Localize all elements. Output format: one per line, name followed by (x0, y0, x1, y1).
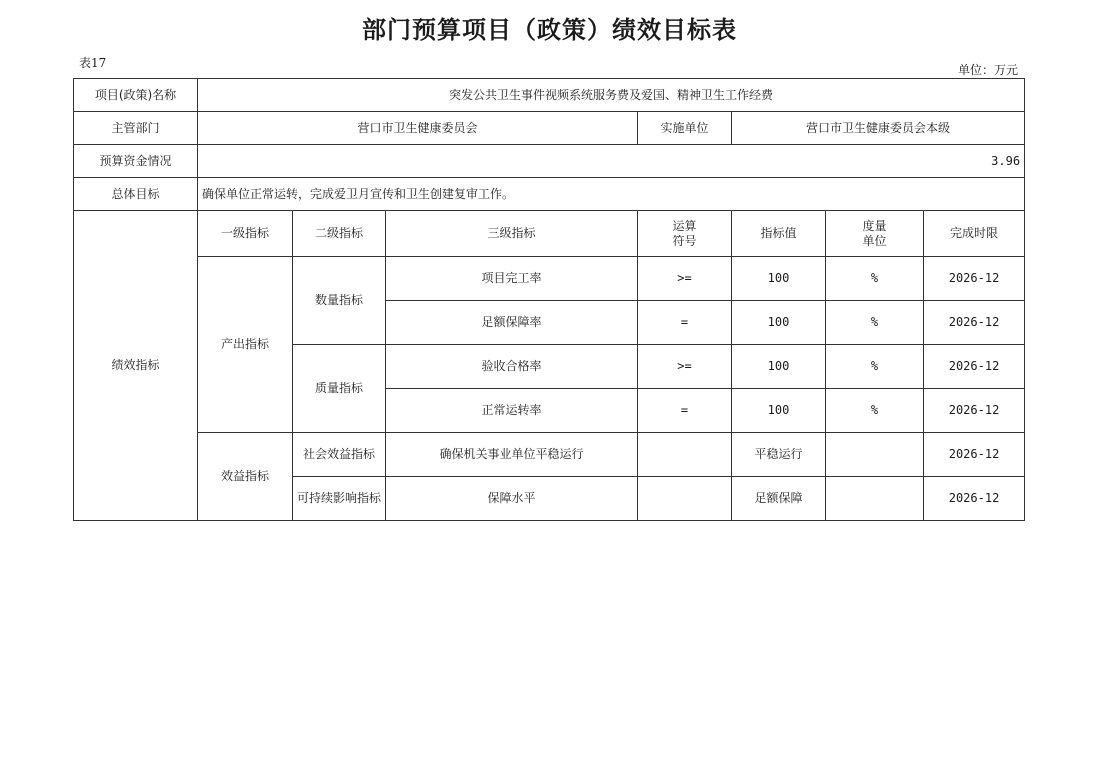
indicator-name: 足额保障率 (386, 301, 638, 345)
level2-indicator: 可持续影响指标 (293, 477, 386, 521)
indicator-deadline: 2026-12 (924, 477, 1025, 521)
indicator-name: 保障水平 (386, 477, 638, 521)
quantity-indicator-label: 数量指标 (293, 257, 386, 345)
indicator-value: 100 (732, 257, 826, 301)
indicator-name: 项目完工率 (386, 257, 638, 301)
indicator-unit (826, 477, 924, 521)
department-value: 营口市卫生健康委员会 (198, 112, 638, 145)
performance-target-table (73, 78, 1025, 521)
header-operator-line1: 运算 (672, 218, 697, 233)
department-label: 主管部门 (74, 112, 198, 145)
indicator-deadline: 2026-12 (924, 301, 1025, 345)
indicator-unit: % (826, 257, 924, 301)
budget-value: 3.96 (198, 145, 1025, 178)
indicator-deadline: 2026-12 (924, 433, 1025, 477)
indicator-operator: >= (638, 345, 732, 389)
overall-goal-label: 总体目标 (74, 178, 198, 211)
header-value: 指标值 (732, 211, 826, 257)
header-operator (638, 211, 732, 257)
header-unit-line1: 度量 (862, 218, 887, 233)
indicator-name: 验收合格率 (386, 345, 638, 389)
indicator-operator: = (638, 389, 732, 433)
indicator-deadline: 2026-12 (924, 389, 1025, 433)
header-operator-line2: 符号 (672, 233, 697, 248)
indicator-operator: = (638, 301, 732, 345)
indicator-unit: % (826, 389, 924, 433)
indicator-value: 足额保障 (732, 477, 826, 521)
indicator-unit: % (826, 345, 924, 389)
performance-indicator-label: 绩效指标 (74, 211, 198, 521)
indicator-operator (638, 433, 732, 477)
department-row (74, 112, 1025, 145)
header-level3: 三级指标 (386, 211, 638, 257)
indicator-value: 100 (732, 345, 826, 389)
unit-value: 万元 (994, 63, 1019, 77)
project-name-label: 项目(政策)名称 (74, 79, 198, 112)
indicator-deadline: 2026-12 (924, 345, 1025, 389)
indicator-deadline: 2026-12 (924, 257, 1025, 301)
page-title: 部门预算项目（政策）绩效目标表 (362, 16, 737, 44)
table-row (74, 257, 1025, 301)
indicator-unit (826, 433, 924, 477)
header-deadline: 完成时限 (924, 211, 1025, 257)
project-name-value: 突发公共卫生事件视频系统服务费及爱国、精神卫生工作经费 (198, 79, 1025, 112)
header-unit-line2: 单位 (862, 233, 887, 248)
overall-goal-value: 确保单位正常运转，完成爱卫月宣传和卫生创建复审工作。 (198, 178, 1025, 211)
implementing-unit-label: 实施单位 (638, 112, 732, 145)
header-unit (826, 211, 924, 257)
indicator-header-row (74, 211, 1025, 257)
indicator-unit: % (826, 301, 924, 345)
indicator-operator (638, 477, 732, 521)
indicator-value: 100 (732, 389, 826, 433)
indicator-operator: >= (638, 257, 732, 301)
output-indicator-label: 产出指标 (198, 257, 293, 433)
overall-goal-row (74, 178, 1025, 211)
table-number: 表17 (79, 56, 107, 70)
implementing-unit-value: 营口市卫生健康委员会本级 (732, 112, 1025, 145)
header-level2: 二级指标 (293, 211, 386, 257)
budget-row (74, 145, 1025, 178)
project-name-row (74, 79, 1025, 112)
indicator-name: 确保机关事业单位平稳运行 (386, 433, 638, 477)
unit-label: 单位： (958, 63, 995, 77)
unit-note (958, 61, 1018, 78)
indicator-value: 平稳运行 (732, 433, 826, 477)
header-level1: 一级指标 (198, 211, 293, 257)
quality-indicator-label: 质量指标 (293, 345, 386, 433)
benefit-indicator-label: 效益指标 (198, 433, 293, 521)
table-row (74, 433, 1025, 477)
level2-indicator: 社会效益指标 (293, 433, 386, 477)
indicator-value: 100 (732, 301, 826, 345)
indicator-name: 正常运转率 (386, 389, 638, 433)
budget-label: 预算资金情况 (74, 145, 198, 178)
